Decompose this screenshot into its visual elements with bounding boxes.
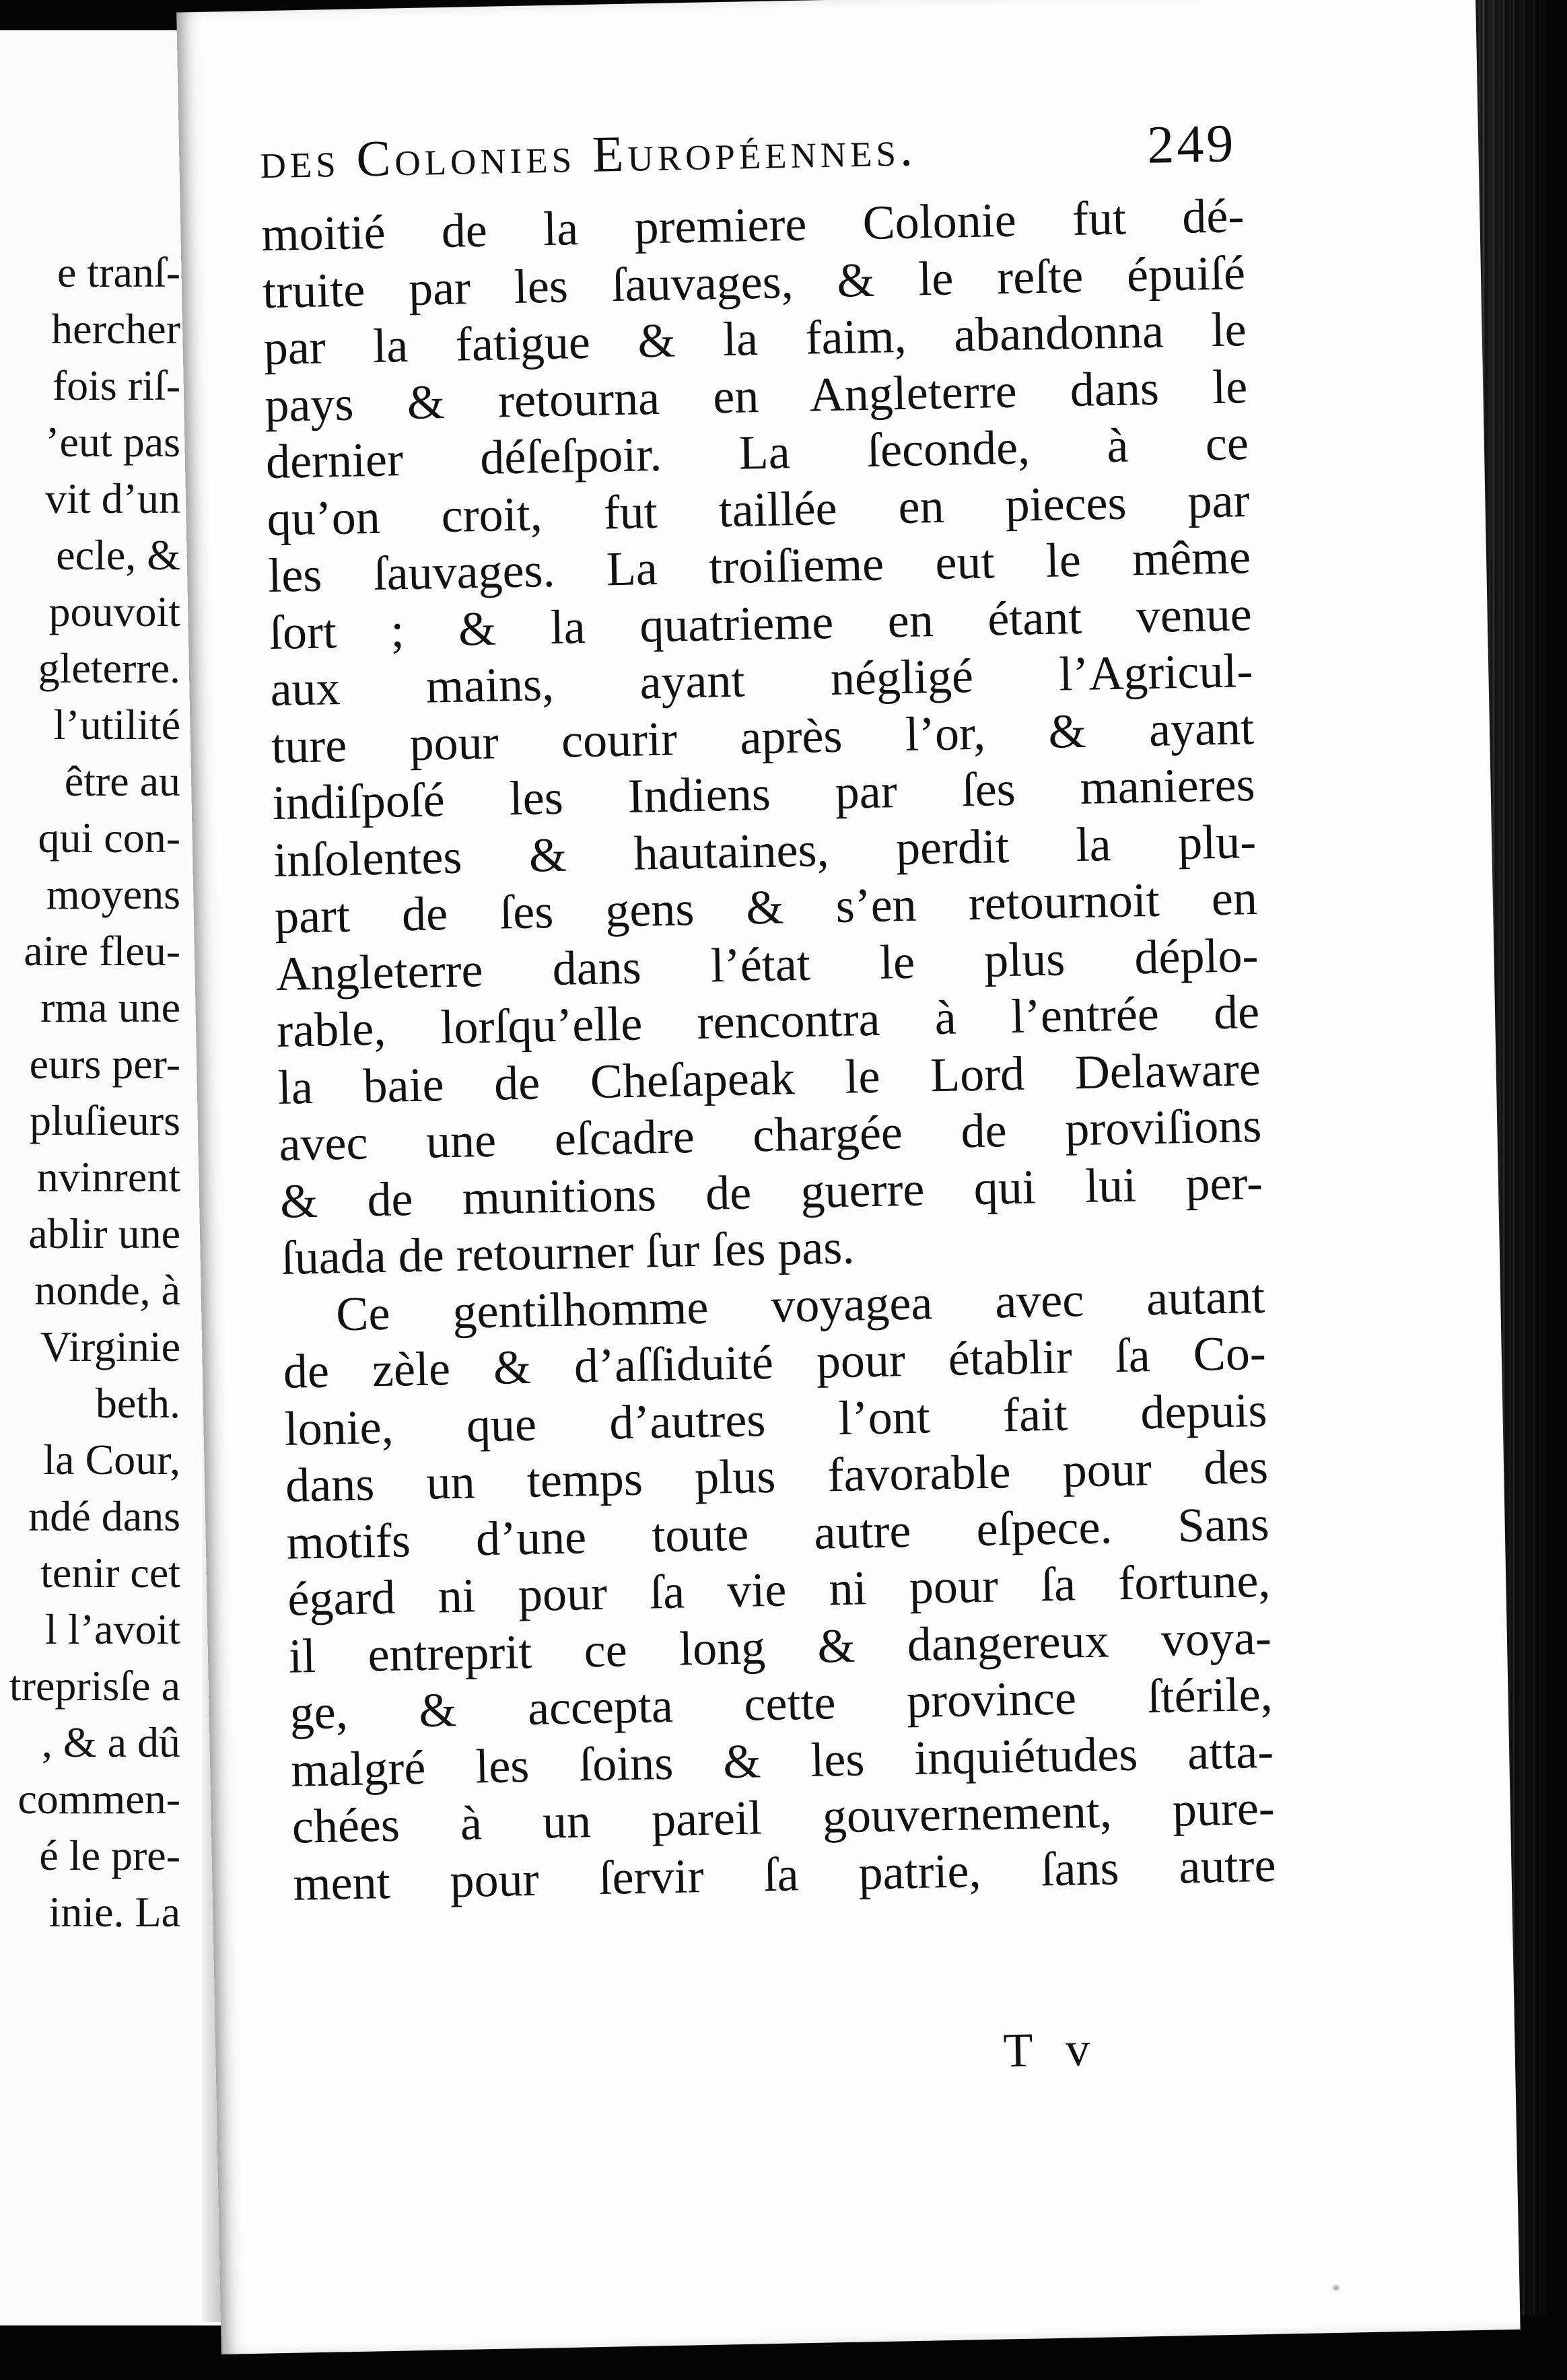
text-line-paragraph-end: ſuada de retourner ſur ſes pas. (280, 1220, 856, 1285)
left-page-line: gleterre. (38, 644, 180, 692)
left-page-line: eurs per- (29, 1040, 180, 1088)
left-page-line: ablir une (28, 1210, 180, 1257)
text-line: Angleterre dans l’état le plus déplo- (275, 928, 1259, 1001)
left-page-line: l’utilité (53, 701, 180, 748)
text-line: dernier déſeſpoir. La ſeconde, à ce (265, 416, 1249, 489)
left-page-line: vit d’un (45, 475, 180, 522)
left-page-line: nvinrent (36, 1153, 180, 1201)
left-page-line: tenir cet (40, 1549, 180, 1597)
left-page-line: é le pre- (39, 1831, 180, 1879)
left-page-line: ecle, & (56, 531, 180, 579)
text-line: rable, lorſqu’elle rencontra à l’entrée de (276, 984, 1260, 1057)
text-line: part de ſes gens & s’en retournoit en (274, 870, 1258, 944)
left-page-line: qui con- (38, 814, 180, 862)
text-line: inſolentes & hautaines, perdit la plu- (273, 814, 1257, 887)
left-page-line: aire fleu- (24, 927, 180, 975)
left-page-line: la Cour, (43, 1436, 180, 1483)
text-line: ge, & accepta cette province ſtérile, (289, 1667, 1274, 1740)
left-page-line: treprisſe a (9, 1662, 180, 1710)
left-page-line: hercher (51, 305, 180, 353)
text-line: dans un temps plus favorable pour des (285, 1439, 1269, 1512)
text-line: il entreprit ce long & dangereux voya- (288, 1610, 1272, 1683)
text-line: avec une eſcadre chargée de proviſions (278, 1098, 1262, 1171)
text-line: les ſauvages. La troiſieme eut le même (267, 530, 1251, 603)
page-number: 249 (1146, 114, 1237, 175)
text-line: ture pour courir après l’or, & ayant (271, 700, 1255, 773)
left-page-line: fois riſ- (52, 361, 180, 409)
left-page-line: pluſieurs (30, 1096, 180, 1144)
left-page-line: commen- (18, 1775, 180, 1823)
page-body-text (261, 187, 1276, 1912)
left-page-line: rma une (40, 983, 180, 1031)
left-page-line: ’eut pas (45, 418, 180, 466)
text-line: malgré les ſoins & les inquiétudes atta- (290, 1724, 1274, 1797)
right-page (176, 0, 1520, 2354)
left-page-line: e tranſ- (57, 248, 180, 296)
left-page-line: nonde, à (34, 1266, 180, 1314)
left-page-line: inie. La (48, 1888, 180, 1936)
text-line: la baie de Cheſapeak le Lord Delaware (277, 1041, 1261, 1115)
text-line: & de munitions de guerre qui lui per- (279, 1155, 1263, 1228)
text-line: indiſpoſé les Indiens par ſes manieres (271, 757, 1256, 830)
text-line: ſort ; & la quatrieme en étant venue (269, 586, 1253, 660)
text-line: lonie, que d’autres l’ont fait depuis (283, 1382, 1268, 1456)
left-page-line: l l’avoit (45, 1605, 180, 1653)
text-line: qu’on croit, fut taillée en pieces par (266, 473, 1251, 546)
left-page-line: pouvoit (48, 588, 180, 635)
left-page-line: beth. (95, 1379, 180, 1427)
text-line: aux mains, ayant négligé l’Agricul- (269, 643, 1254, 717)
left-page-line: moyens (46, 870, 180, 918)
text-line-paragraph-start: Ce gentilhomme voyagea avec autant (335, 1269, 1265, 1341)
running-title: des Colonies Européennes. (259, 120, 917, 190)
text-line: de zèle & d’aſſiduité pour établir ſa Co- (283, 1325, 1267, 1399)
left-page-line: Virginie (40, 1323, 180, 1370)
text-line: égard ni pour ſa vie ni pour ſa fortune, (287, 1553, 1271, 1626)
left-page-line: ndé dans (28, 1492, 180, 1540)
text-line: pays & retourna en Angleterre dans le (264, 359, 1248, 432)
text-line: par la fatigue & la faim, abandonna le (263, 302, 1247, 376)
left-page-text-column (9, 244, 180, 1940)
text-line: motifs d’une toute autre eſpece. Sans (286, 1496, 1270, 1570)
margin-speck (1333, 2285, 1339, 2290)
text-line: truite par les ſauvages, & le reſte épuiſé (262, 245, 1246, 318)
text-line: moitié de la premiere Colonie fut dé- (260, 188, 1245, 262)
text-line: ment pour ſervir ſa patrie, ſans autre (292, 1838, 1277, 1911)
left-page-line: , & a dû (41, 1718, 180, 1766)
left-page-line: être au (64, 757, 180, 805)
signature-mark: T v (1002, 2021, 1101, 2078)
text-line: chées à un pareil gouvernement, pure- (291, 1780, 1276, 1854)
